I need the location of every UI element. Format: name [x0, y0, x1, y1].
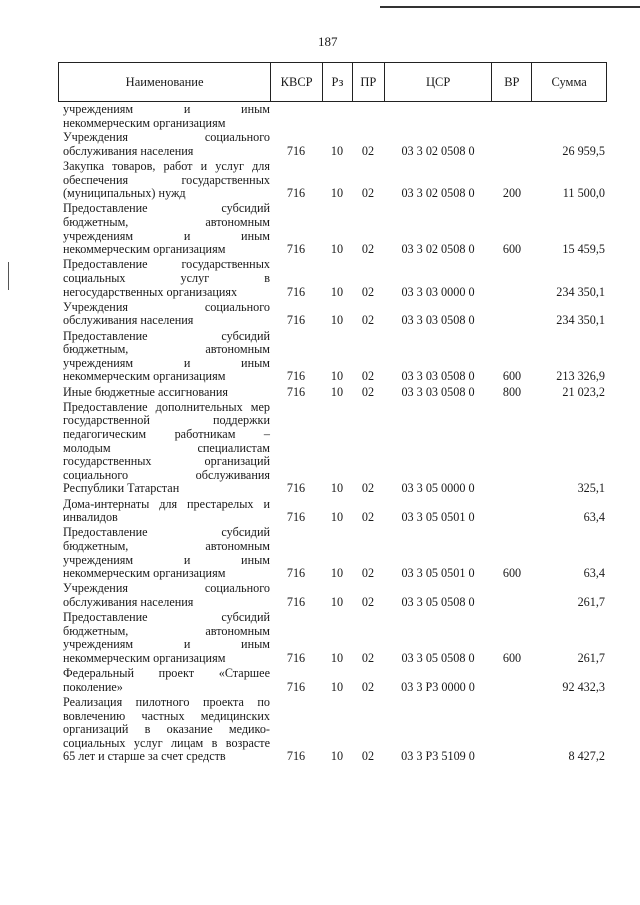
cell-kvsr: 716: [286, 384, 306, 399]
cell-csr: 03 3 03 0508 0: [401, 369, 475, 384]
cell-sum: 213 326,9: [556, 369, 605, 384]
table-row: [58, 498, 607, 525]
cell-csr: 03 3 05 0508 0: [401, 594, 475, 609]
table-row: [58, 582, 607, 609]
cell-rz: 10: [330, 566, 344, 581]
cell-csr: 03 3 P3 5109 0: [401, 749, 475, 764]
table-row: [58, 667, 607, 694]
cell-csr: 03 3 05 0508 0: [401, 650, 475, 665]
cell-pr: [352, 103, 384, 130]
cell-rz: 10: [330, 242, 344, 257]
cell-kvsr: [270, 103, 322, 130]
row-name-line: бюджетным, автономным: [63, 623, 270, 638]
row-name-line: Предоставление субсидий: [63, 201, 270, 216]
row-name-line: Предоставление субсидий: [63, 525, 270, 540]
row-name: [58, 582, 270, 609]
cell-pr: 02: [361, 594, 375, 609]
cell-sum: 15 459,5: [562, 242, 605, 257]
row-name-line: социального обслуживания: [63, 467, 270, 482]
cell-pr: 02: [361, 143, 375, 158]
cell-rz: 10: [330, 313, 344, 328]
cell-pr: 02: [361, 384, 375, 399]
cell-pr: 02: [361, 242, 375, 257]
row-name-line: учреждениям и иным: [63, 552, 270, 567]
row-name-line: педагогическим работникам –: [63, 426, 270, 441]
cell-csr: 03 3 05 0501 0: [401, 510, 475, 525]
row-name-line: негосударственных организациях: [63, 284, 238, 299]
cell-vr: [492, 131, 532, 158]
row-name-line: государственных организаций: [63, 454, 270, 469]
row-name: [58, 131, 270, 158]
cell-kvsr: 716: [286, 284, 306, 299]
row-name: [58, 301, 270, 328]
row-name: [58, 611, 270, 665]
cell-kvsr: 716: [286, 369, 306, 384]
cell-rz: 10: [330, 679, 344, 694]
cell-pr: 02: [361, 369, 375, 384]
cell-rz: 10: [330, 284, 344, 299]
cell-kvsr: 716: [286, 313, 306, 328]
row-name: [58, 498, 270, 525]
cell-vr: [492, 498, 532, 525]
cell-rz: 10: [330, 650, 344, 665]
row-name-line: организаций в оказание медико-: [63, 722, 270, 737]
cell-vr: [492, 401, 532, 496]
cell-sum: [532, 103, 607, 130]
table-row: [58, 611, 607, 665]
cell-sum: 261,7: [577, 650, 605, 665]
cell-vr: 600: [502, 566, 522, 581]
table-row: [58, 301, 607, 328]
cell-kvsr: 716: [286, 749, 306, 764]
cell-rz: 10: [330, 384, 344, 399]
row-name-line: Учреждения социального: [63, 299, 270, 314]
row-name: [58, 526, 270, 580]
row-name-line: Реализация пилотного проекта по: [63, 695, 270, 709]
cell-pr: 02: [361, 510, 375, 525]
cell-pr: 02: [361, 566, 375, 581]
cell-csr: 03 3 05 0000 0: [401, 481, 475, 496]
cell-rz: 10: [330, 510, 344, 525]
cell-csr: 03 3 03 0000 0: [401, 284, 475, 299]
cell-kvsr: 716: [286, 510, 306, 525]
cell-sum: 21 023,2: [562, 384, 605, 399]
cell-kvsr: 716: [286, 186, 306, 201]
header-kvsr: КВСР: [270, 63, 322, 101]
header-sum: Сумма: [531, 63, 606, 101]
page-number: 187: [318, 34, 338, 49]
row-name-line: Республики Татарстан: [63, 481, 180, 496]
row-name-line: бюджетным, автономным: [63, 214, 270, 229]
row-name-line: социальных услуг лицам в возрасте: [63, 735, 270, 750]
cell-sum: 234 350,1: [556, 284, 605, 299]
row-name: [58, 258, 270, 299]
cell-sum: 234 350,1: [556, 313, 605, 328]
cell-csr: 03 3 02 0508 0: [401, 242, 475, 257]
table-row: [58, 131, 607, 158]
row-name-line: Федеральный проект «Старшее: [63, 666, 270, 681]
cell-kvsr: 716: [286, 679, 306, 694]
cell-csr: 03 3 02 0508 0: [401, 143, 475, 158]
cell-pr: 02: [361, 284, 375, 299]
table-row: [58, 330, 607, 384]
row-name-line: Учреждения социального: [63, 130, 270, 145]
cell-rz: 10: [330, 186, 344, 201]
cell-rz: 10: [330, 594, 344, 609]
row-name-line: бюджетным, автономным: [63, 342, 270, 357]
row-name-line: Иные бюджетные ассигнования: [63, 384, 229, 399]
cell-kvsr: 716: [286, 481, 306, 496]
row-name-line: государственной поддержки: [63, 413, 270, 428]
row-name-line: обслуживания населения: [63, 143, 194, 158]
cell-sum: 261,7: [577, 594, 605, 609]
cell-rz: 10: [330, 369, 344, 384]
row-name: [58, 103, 270, 130]
row-name-line: инвалидов: [63, 510, 118, 525]
row-name-line: бюджетным, автономным: [63, 538, 270, 553]
row-name-line: Предоставление государственных: [63, 257, 270, 272]
row-name-line: (муниципальных) нужд: [63, 186, 186, 201]
row-name-line: учреждениям и иным: [63, 637, 270, 652]
cell-pr: 02: [361, 186, 375, 201]
row-name-line: вовлечению частных медицинских: [63, 708, 270, 723]
table-row: [58, 258, 607, 299]
table-row: [58, 103, 607, 130]
cell-vr: 600: [502, 369, 522, 384]
row-name-line: молодым специалистам: [63, 440, 270, 455]
header-pr: ПР: [352, 63, 384, 101]
row-name-line: обслуживания населения: [63, 313, 194, 328]
cell-pr: 02: [361, 650, 375, 665]
header-vr: ВР: [491, 63, 531, 101]
cell-vr: 600: [502, 650, 522, 665]
row-name: [58, 401, 270, 496]
cell-rz: 10: [330, 749, 344, 764]
cell-sum: 325,1: [577, 481, 605, 496]
cell-vr: [492, 667, 532, 694]
row-name: [58, 386, 270, 400]
cell-pr: 02: [361, 679, 375, 694]
row-name: [58, 696, 270, 764]
cell-rz: 10: [330, 143, 344, 158]
cell-csr: 03 3 P3 0000 0: [401, 679, 475, 694]
cell-pr: 02: [361, 749, 375, 764]
row-name-line: некоммерческим организациям: [63, 369, 226, 384]
row-name-line: учреждениям и иным: [63, 355, 270, 370]
row-name-line: Закупка товаров, работ и услуг для: [63, 159, 270, 173]
row-name-line: Дома-интернаты для престарелых и: [63, 496, 270, 511]
cell-rz: 10: [330, 481, 344, 496]
cell-vr: 600: [502, 242, 522, 257]
table-row: [58, 401, 607, 496]
header-rz: Рз: [322, 63, 352, 101]
cell-csr: 03 3 03 0508 0: [401, 384, 475, 399]
cell-csr: 03 3 05 0501 0: [401, 566, 475, 581]
cell-vr: [492, 696, 532, 764]
cell-pr: 02: [361, 481, 375, 496]
cell-kvsr: 716: [286, 650, 306, 665]
row-name: [58, 202, 270, 256]
cell-kvsr: 716: [286, 143, 306, 158]
table-header: [58, 62, 607, 102]
table-row: [58, 526, 607, 580]
row-name-line: социальных услуг в: [63, 270, 270, 285]
row-name: [58, 330, 270, 384]
cell-vr: [492, 582, 532, 609]
cell-vr: [492, 301, 532, 328]
row-name-line: некоммерческим организациям: [63, 650, 226, 665]
top-rule: [380, 6, 640, 8]
cell-sum: 11 500,0: [562, 186, 605, 201]
cell-rz: [322, 103, 352, 130]
cell-kvsr: 716: [286, 566, 306, 581]
cell-pr: 02: [361, 313, 375, 328]
row-name-line: Предоставление субсидий: [63, 610, 270, 625]
cell-kvsr: 716: [286, 594, 306, 609]
row-name: [58, 667, 270, 694]
cell-sum: 63,4: [583, 566, 605, 581]
cell-kvsr: 716: [286, 242, 306, 257]
cell-sum: 26 959,5: [562, 143, 605, 158]
table-row: [58, 202, 607, 256]
cell-sum: 8 427,2: [568, 749, 605, 764]
cell-csr: 03 3 03 0508 0: [401, 313, 475, 328]
row-name-line: 65 лет и старше за счет средств: [63, 749, 226, 764]
row-name-line: учреждениям и иным: [63, 102, 270, 116]
header-name: Наименование: [125, 74, 204, 89]
header-csr: ЦСР: [384, 63, 492, 101]
row-name-line: некоммерческим организациям: [63, 566, 226, 581]
cell-csr: 03 3 02 0508 0: [401, 186, 475, 201]
table-row: [58, 160, 607, 201]
row-name-line: некоммерческим организациям: [63, 242, 226, 257]
row-name-line: некоммерческим организациям: [63, 115, 226, 130]
cell-sum: 63,4: [583, 510, 605, 525]
margin-mark: [8, 262, 9, 290]
table-row: [58, 696, 607, 764]
cell-vr: [492, 103, 532, 130]
table-row: [58, 386, 607, 400]
row-name-line: Учреждения социального: [63, 581, 270, 596]
row-name-line: обслуживания населения: [63, 594, 194, 609]
row-name-line: учреждениям и иным: [63, 228, 270, 243]
cell-vr: [492, 258, 532, 299]
cell-csr: [384, 103, 492, 130]
row-name-line: обеспечения государственных: [63, 172, 270, 187]
cell-sum: 92 432,3: [562, 679, 605, 694]
row-name: [58, 160, 270, 201]
row-name-line: поколение»: [63, 679, 123, 694]
row-name-line: Предоставление дополнительных мер: [63, 399, 270, 414]
cell-vr: 800: [502, 384, 522, 399]
cell-vr: 200: [502, 186, 522, 201]
row-name-line: Предоставление субсидий: [63, 328, 270, 343]
